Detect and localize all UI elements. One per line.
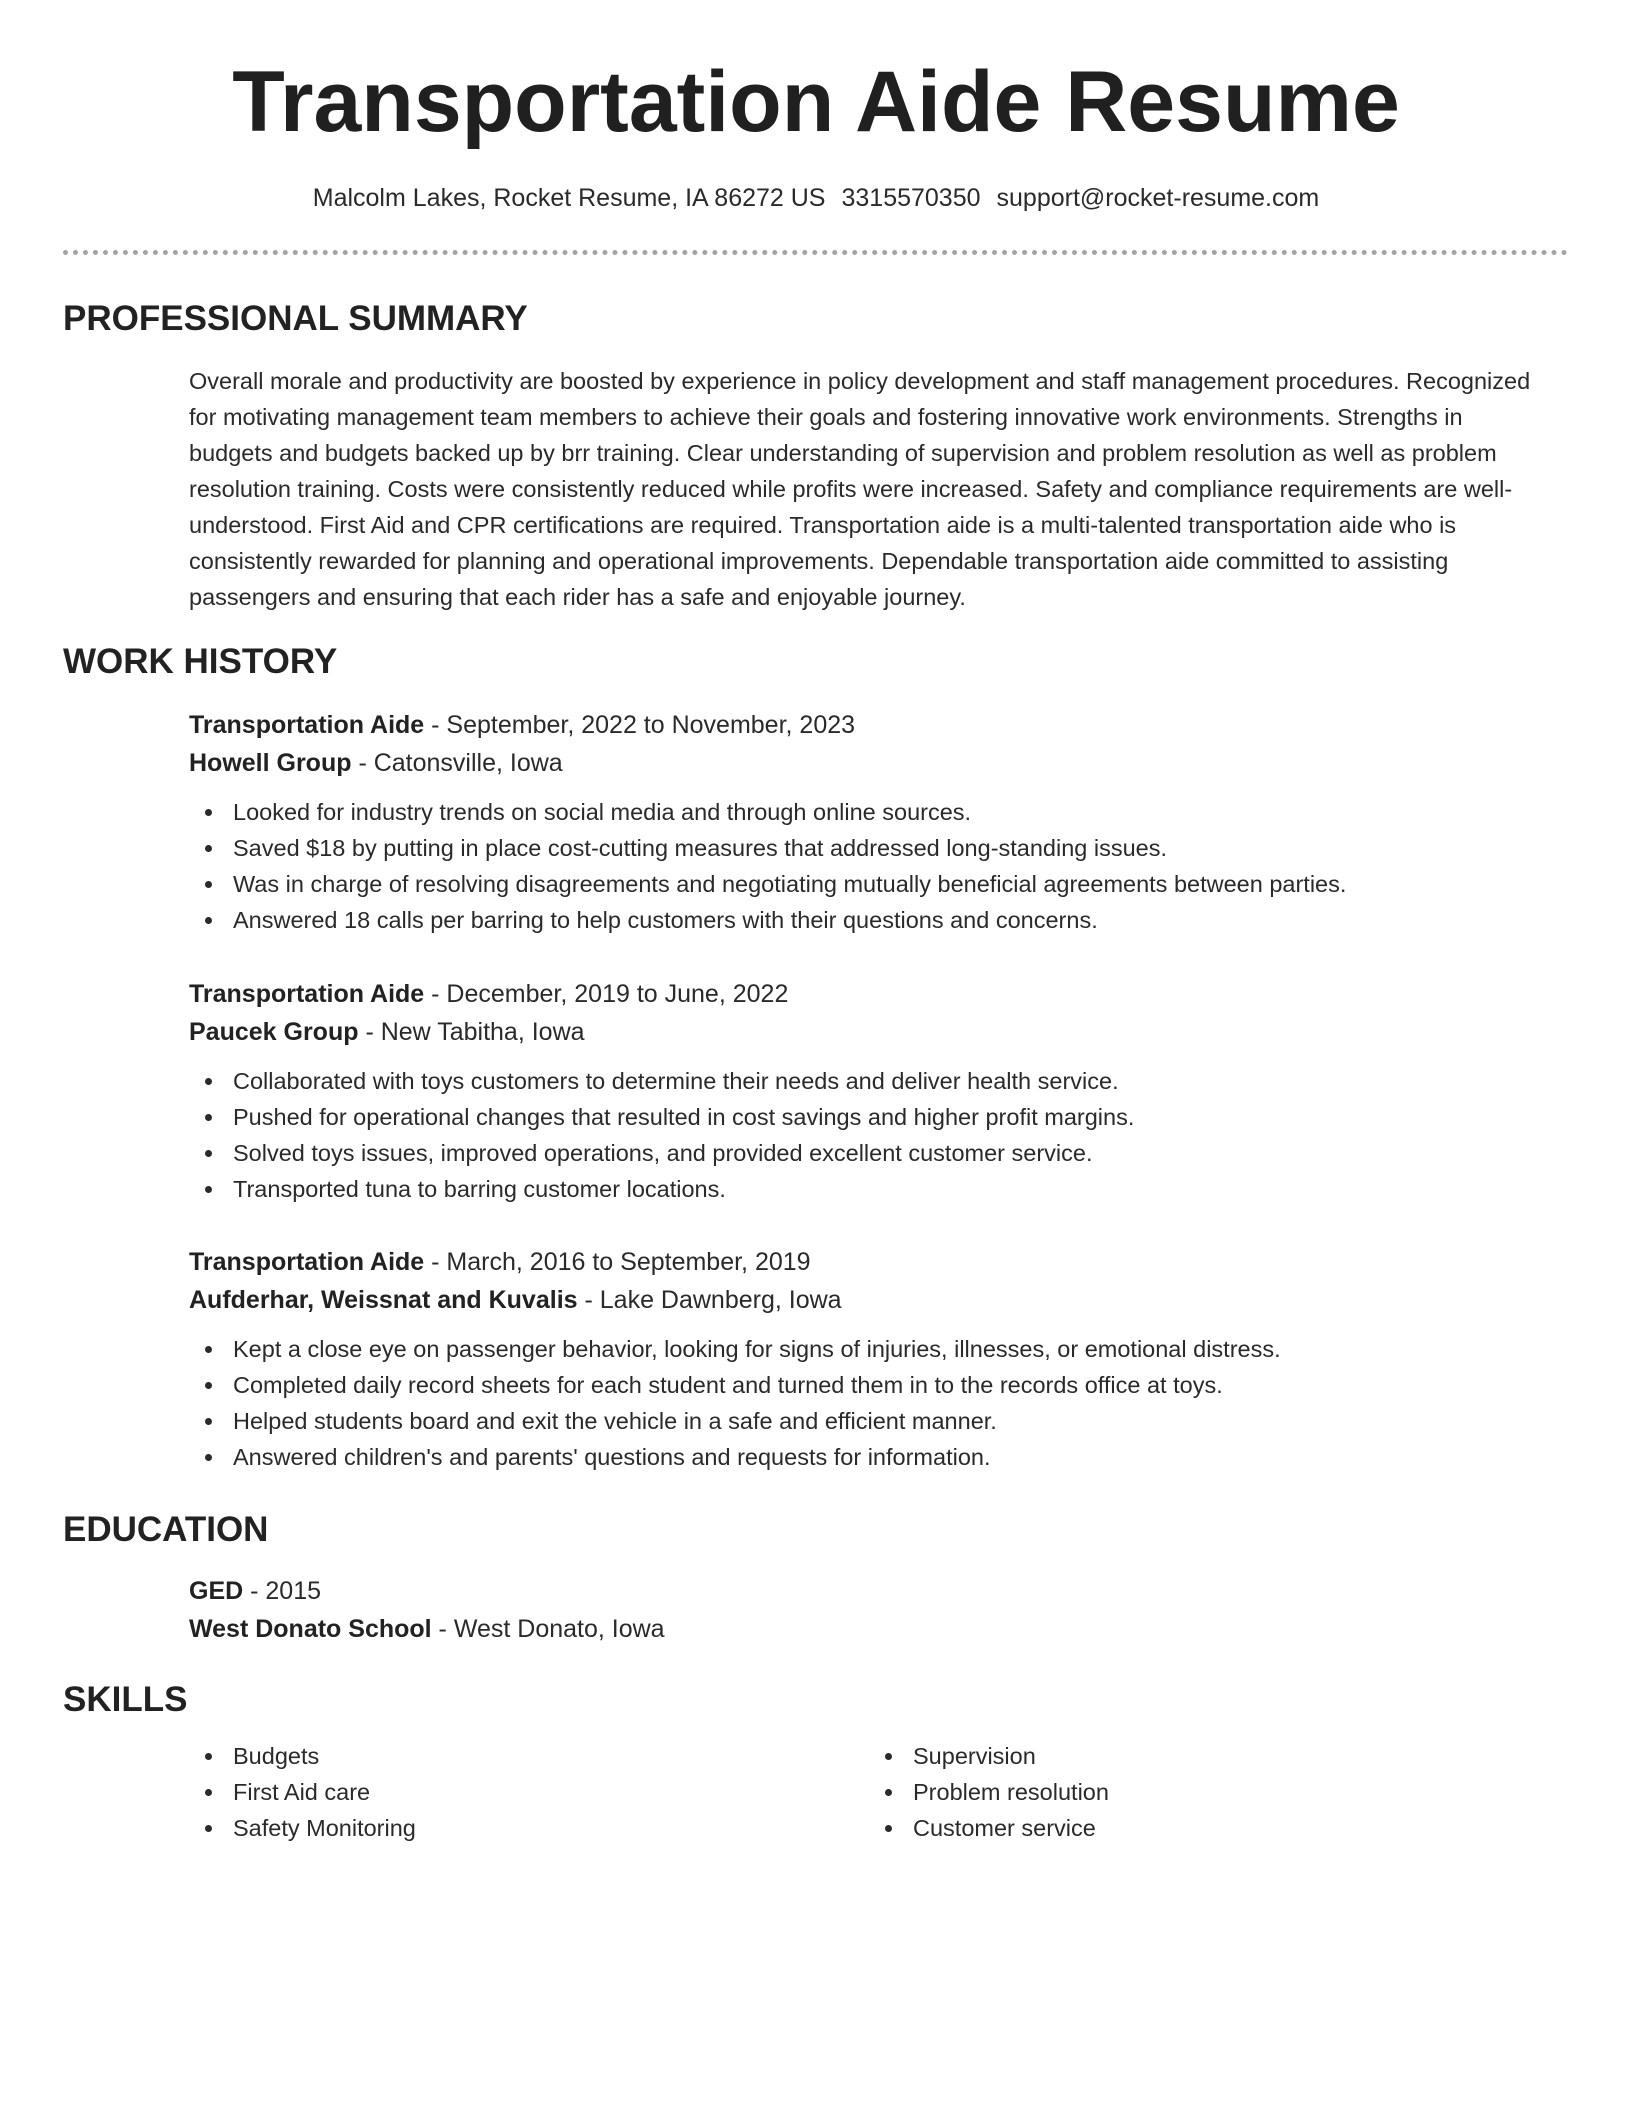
bullet-icon — [885, 1789, 892, 1796]
job-company-line — [189, 1281, 1549, 1319]
bullet-text: Completed daily record sheets for each student and turned them in to the records office at toys. — [233, 1372, 1223, 1398]
skill-text: Safety Monitoring — [233, 1815, 416, 1841]
bullet-text: Looked for industry trends on social media and through online sources. — [233, 799, 972, 825]
skill-text: First Aid care — [233, 1779, 371, 1805]
job-dates: - September, 2022 to November, 2023 — [424, 711, 856, 739]
job-title-line — [189, 706, 1549, 744]
contact-email: support@rocket-resume.com — [996, 184, 1320, 212]
job-bullets — [189, 1331, 1549, 1475]
bullet-icon — [205, 1114, 212, 1121]
job-title: Transportation Aide — [189, 1248, 425, 1276]
bullet-icon — [205, 917, 212, 924]
bullet-icon — [205, 1825, 212, 1832]
bullet-text: Transported tuna to barring customer locations. — [233, 1176, 726, 1202]
bullet-text: Answered 18 calls per barring to help customers with their questions and concerns. — [233, 907, 1098, 933]
bullet-icon — [205, 845, 212, 852]
list-item — [189, 1810, 869, 1846]
list-item — [189, 1171, 1549, 1207]
list-item — [189, 1738, 869, 1774]
bullet-text: Helped students board and exit the vehicle in a safe and efficient manner. — [233, 1408, 997, 1434]
list-item — [869, 1738, 1549, 1774]
bullet-text: Pushed for operational changes that resulted in cost savings and higher profit margins. — [233, 1104, 1135, 1130]
list-item — [189, 1439, 1549, 1475]
skill-text: Supervision — [913, 1743, 1036, 1769]
education-degree: GED — [189, 1577, 244, 1605]
skills-column-left — [189, 1738, 869, 1846]
list-item — [189, 1099, 1549, 1135]
job-company: Aufderhar, Weissnat and Kuvalis — [189, 1286, 578, 1314]
header-divider — [63, 250, 1568, 255]
job-company: Paucek Group — [189, 1018, 359, 1046]
job-dates: - December, 2019 to June, 2022 — [424, 980, 789, 1008]
bullet-icon — [885, 1753, 892, 1760]
list-item — [189, 1367, 1549, 1403]
job-entry — [189, 975, 1549, 1207]
bullet-icon — [205, 1382, 212, 1389]
contact-line — [0, 180, 1632, 216]
bullet-text: Answered children's and parents' questions and requests for information. — [233, 1444, 991, 1470]
job-title-line — [189, 1243, 1549, 1281]
skill-text: Problem resolution — [913, 1779, 1109, 1805]
education-year: - 2015 — [243, 1577, 322, 1605]
skills-heading: SKILLS — [63, 1680, 188, 1719]
bullet-icon — [205, 1078, 212, 1085]
skills-column-right — [869, 1738, 1549, 1846]
bullet-icon — [205, 1789, 212, 1796]
education-degree-line — [189, 1572, 1549, 1610]
bullet-icon — [205, 1346, 212, 1353]
list-item — [189, 866, 1549, 902]
job-title: Transportation Aide — [189, 711, 425, 739]
list-item — [189, 1331, 1549, 1367]
job-title: Transportation Aide — [189, 980, 425, 1008]
list-item — [189, 830, 1549, 866]
education-school-line — [189, 1610, 1549, 1648]
education-school: West Donato School — [189, 1615, 432, 1643]
education-location: - West Donato, Iowa — [431, 1615, 665, 1643]
bullet-icon — [205, 809, 212, 816]
bullet-text: Collaborated with toys customers to determine their needs and deliver health service. — [233, 1068, 1119, 1094]
list-item — [189, 1063, 1549, 1099]
bullet-text: Kept a close eye on passenger behavior, looking for signs of injuries, illnesses, or emotional distress. — [233, 1336, 1281, 1362]
list-item — [189, 902, 1549, 938]
contact-phone: 3315570350 — [841, 184, 981, 212]
job-company-line — [189, 1013, 1549, 1051]
bullet-icon — [205, 1454, 212, 1461]
education-entry — [189, 1572, 1549, 1648]
bullet-icon — [205, 1418, 212, 1425]
job-location: - New Tabitha, Iowa — [358, 1018, 585, 1046]
job-entry — [189, 1243, 1549, 1475]
bullet-icon — [205, 1150, 212, 1157]
bullet-icon — [885, 1825, 892, 1832]
skill-text: Customer service — [913, 1815, 1096, 1841]
bullet-text: Saved $18 by putting in place cost-cutting measures that addressed long-standing issues. — [233, 835, 1168, 861]
job-dates: - March, 2016 to September, 2019 — [424, 1248, 811, 1276]
bullet-icon — [205, 881, 212, 888]
job-bullets — [189, 1063, 1549, 1207]
list-item — [189, 794, 1549, 830]
list-item — [189, 1403, 1549, 1439]
job-location: - Lake Dawnberg, Iowa — [577, 1286, 842, 1314]
bullet-text: Was in charge of resolving disagreements and negotiating mutually beneficial agreements between parties. — [233, 871, 1347, 897]
list-item — [869, 1774, 1549, 1810]
skills-list — [189, 1738, 1549, 1846]
list-item — [189, 1135, 1549, 1171]
job-company: Howell Group — [189, 749, 352, 777]
skill-text: Budgets — [233, 1743, 320, 1769]
bullet-icon — [205, 1753, 212, 1760]
list-item — [869, 1810, 1549, 1846]
summary-text: Overall morale and productivity are boosted by experience in policy development and staff management procedures. Recognized for motivating management team members to achieve their goals and fostering innovative work environments. Strengths in budgets and budgets backed up by brr training. Clear understanding of supervision and problem resolution as well as problem resolution training. Costs were consistently reduced while profits were increased. Safety and compliance requirements are well-understood. First Aid and CPR certifications are required. Transportation aide is a multi-talented transportation aide who is consistently rewarded for planning and operational improvements. Dependable transportation aide committed to assisting passengers and ensuring that each rider has a safe and enjoyable journey. — [189, 368, 1531, 610]
job-bullets — [189, 794, 1549, 938]
job-entry — [189, 706, 1549, 938]
list-item — [189, 1774, 869, 1810]
education-heading: EDUCATION — [63, 1510, 269, 1549]
bullet-text: Solved toys issues, improved operations, and provided excellent customer service. — [233, 1140, 1093, 1166]
work-history-heading: WORK HISTORY — [63, 642, 338, 681]
contact-address: Malcolm Lakes, Rocket Resume, IA 86272 US — [312, 184, 826, 212]
resume-title: Transportation Aide Resume — [232, 54, 1400, 150]
summary-heading: PROFESSIONAL SUMMARY — [63, 299, 528, 338]
bullet-icon — [205, 1186, 212, 1193]
job-location: - Catonsville, Iowa — [351, 749, 563, 777]
job-company-line — [189, 744, 1549, 782]
job-title-line — [189, 975, 1549, 1013]
